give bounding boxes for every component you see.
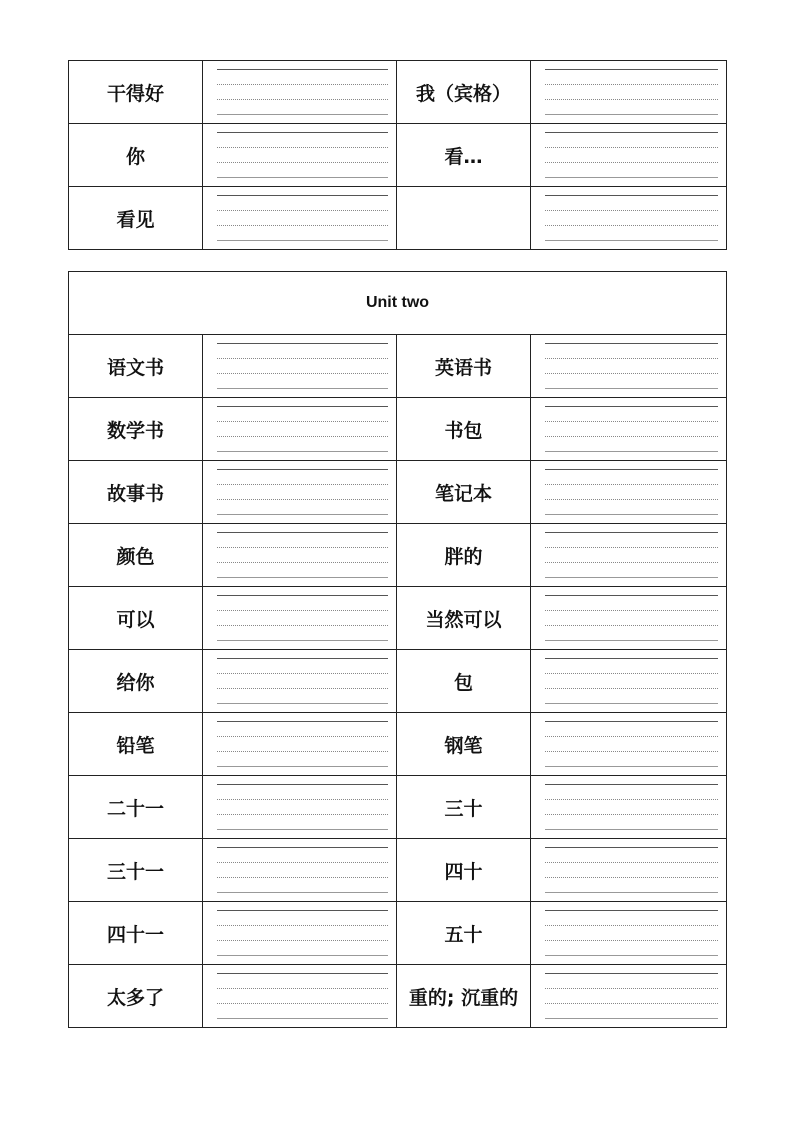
handwriting-lines: [217, 69, 388, 115]
writing-area[interactable]: [531, 776, 727, 839]
handwriting-lines: [217, 469, 388, 515]
chinese-word: 四十: [397, 839, 531, 902]
writing-area[interactable]: [531, 187, 727, 250]
handwriting-lines: [545, 784, 718, 830]
handwriting-lines: [217, 595, 388, 641]
table-row: [69, 398, 727, 461]
handwriting-lines: [217, 343, 388, 389]
writing-area[interactable]: [203, 776, 397, 839]
writing-area[interactable]: [531, 461, 727, 524]
writing-area[interactable]: [203, 335, 397, 398]
chinese-word: 当然可以: [397, 587, 531, 650]
table-row: [69, 335, 727, 398]
writing-area[interactable]: [531, 335, 727, 398]
vocab-table-top: [68, 60, 727, 250]
table-row: [69, 776, 727, 839]
writing-area[interactable]: [203, 713, 397, 776]
table-row: [69, 839, 727, 902]
chinese-word: 故事书: [69, 461, 203, 524]
chinese-word: 我（宾格）: [397, 61, 531, 124]
handwriting-lines: [545, 532, 718, 578]
handwriting-lines: [217, 532, 388, 578]
table-row: [69, 902, 727, 965]
writing-area[interactable]: [531, 524, 727, 587]
table-row: [69, 587, 727, 650]
chinese-word: 数学书: [69, 398, 203, 461]
writing-area[interactable]: [531, 965, 727, 1028]
table-row: [69, 187, 727, 250]
writing-area[interactable]: [203, 124, 397, 187]
writing-area[interactable]: [203, 965, 397, 1028]
table-row: [69, 61, 727, 124]
writing-area[interactable]: [203, 839, 397, 902]
handwriting-lines: [217, 784, 388, 830]
handwriting-lines: [217, 195, 388, 241]
handwriting-lines: [545, 132, 718, 178]
chinese-word: 太多了: [69, 965, 203, 1028]
chinese-word: 三十: [397, 776, 531, 839]
writing-area[interactable]: [531, 713, 727, 776]
writing-area[interactable]: [203, 61, 397, 124]
handwriting-lines: [545, 343, 718, 389]
chinese-word: 笔记本: [397, 461, 531, 524]
chinese-word: 语文书: [69, 335, 203, 398]
handwriting-lines: [217, 406, 388, 452]
handwriting-lines: [217, 910, 388, 956]
vocab-table-unit-two: [68, 271, 727, 1028]
writing-area[interactable]: [531, 587, 727, 650]
handwriting-lines: [217, 973, 388, 1019]
handwriting-lines: [545, 658, 718, 704]
writing-area[interactable]: [203, 524, 397, 587]
table-row: [69, 650, 727, 713]
writing-area[interactable]: [203, 187, 397, 250]
handwriting-lines: [545, 847, 718, 893]
handwriting-lines: [545, 195, 718, 241]
chinese-word: 给你: [69, 650, 203, 713]
handwriting-lines: [545, 69, 718, 115]
table-row: [69, 124, 727, 187]
handwriting-lines: [545, 595, 718, 641]
writing-area[interactable]: [531, 61, 727, 124]
chinese-word: 重的; 沉重的: [397, 965, 531, 1028]
table-row: [69, 713, 727, 776]
chinese-word: 你: [69, 124, 203, 187]
chinese-word: 二十一: [69, 776, 203, 839]
table-header-row: [69, 272, 727, 335]
chinese-word: 看…: [397, 124, 531, 187]
writing-area[interactable]: [203, 650, 397, 713]
chinese-word: 五十: [397, 902, 531, 965]
writing-area[interactable]: [531, 124, 727, 187]
writing-area[interactable]: [531, 398, 727, 461]
handwriting-lines: [217, 132, 388, 178]
table-row: [69, 461, 727, 524]
handwriting-lines: [545, 721, 718, 767]
writing-area[interactable]: [203, 587, 397, 650]
chinese-word: 英语书: [397, 335, 531, 398]
chinese-word: 书包: [397, 398, 531, 461]
table-row: [69, 524, 727, 587]
writing-area[interactable]: [203, 461, 397, 524]
handwriting-lines: [545, 406, 718, 452]
writing-area[interactable]: [531, 839, 727, 902]
chinese-word: 铅笔: [69, 713, 203, 776]
chinese-word: 三十一: [69, 839, 203, 902]
chinese-word: 包: [397, 650, 531, 713]
empty-word-cell: [397, 187, 531, 250]
handwriting-lines: [545, 910, 718, 956]
chinese-word: 颜色: [69, 524, 203, 587]
writing-area[interactable]: [203, 902, 397, 965]
writing-area[interactable]: [531, 902, 727, 965]
chinese-word: 可以: [69, 587, 203, 650]
unit-title: Unit two: [69, 272, 727, 335]
handwriting-lines: [545, 973, 718, 1019]
handwriting-lines: [545, 469, 718, 515]
table-row: [69, 965, 727, 1028]
writing-area[interactable]: [203, 398, 397, 461]
chinese-word: 钢笔: [397, 713, 531, 776]
handwriting-lines: [217, 847, 388, 893]
handwriting-lines: [217, 658, 388, 704]
handwriting-lines: [217, 721, 388, 767]
writing-area[interactable]: [531, 650, 727, 713]
chinese-word: 胖的: [397, 524, 531, 587]
chinese-word: 看见: [69, 187, 203, 250]
chinese-word: 四十一: [69, 902, 203, 965]
chinese-word: 干得好: [69, 61, 203, 124]
